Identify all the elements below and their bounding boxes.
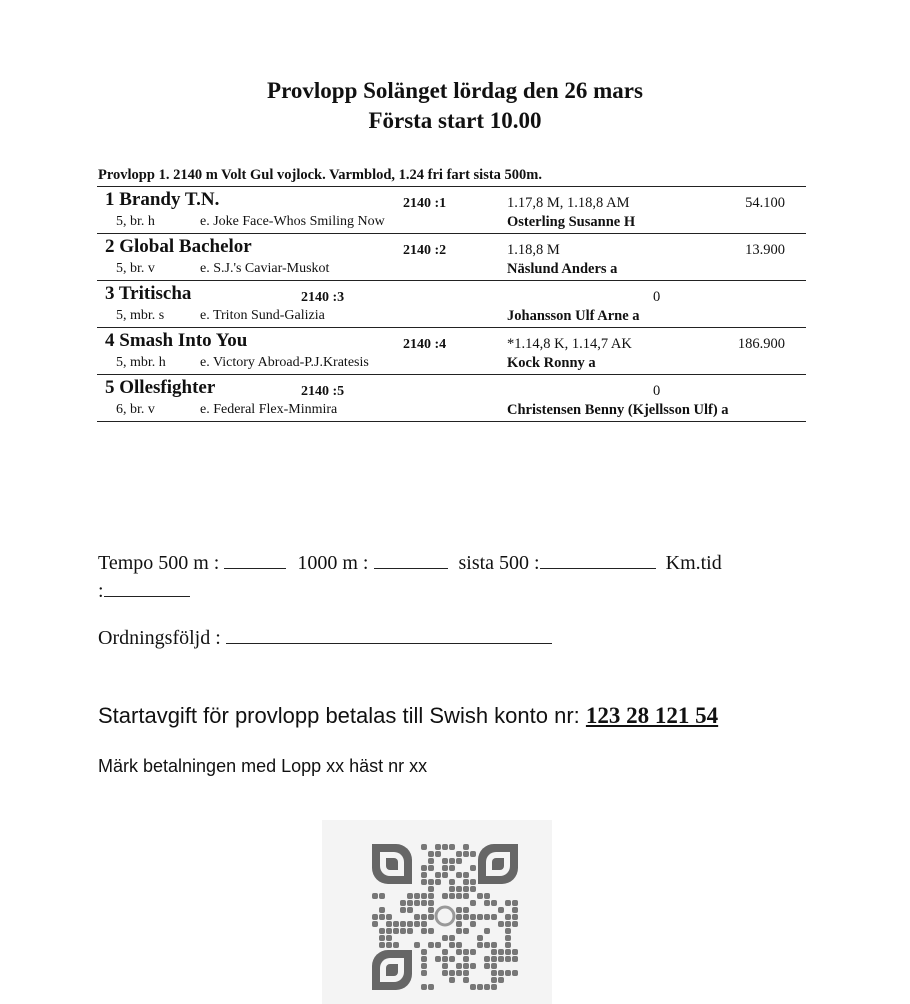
earnings: 0: [653, 383, 661, 399]
horse-info: 5, br. h: [116, 214, 155, 229]
pedigree: e. Triton Sund-Galizia: [200, 308, 325, 323]
swish-qr-code-icon: [322, 820, 552, 1004]
pedigree: e. Joke Face-Whos Smiling Now: [200, 214, 385, 229]
kmtid-label: Km.tid: [665, 552, 722, 574]
horse-info: 5, mbr. h: [116, 355, 166, 370]
post-position: 2140 :3: [301, 290, 345, 305]
pedigree: e. Federal Flex-Minmira: [200, 402, 338, 417]
race-heading: Provlopp 1. 2140 m Volt Gul vojlock. Varmblod, 1.24 fri fart sista 500m.: [98, 167, 543, 183]
entry-row: [97, 186, 806, 233]
kmtid-field[interactable]: [104, 582, 190, 597]
entry-list: [97, 186, 806, 422]
earnings: 13.900: [745, 242, 785, 258]
entry-row: [97, 374, 806, 422]
earnings: 54.100: [745, 195, 785, 211]
horse-info: 6, br. v: [116, 402, 155, 417]
order-label: Ordningsföljd :: [98, 627, 221, 649]
record: 1.17,8 M, 1.18,8 AM: [507, 195, 630, 211]
horse-name: 4 Smash Into You: [105, 330, 248, 351]
payment-mark-note: Märk betalningen med Lopp xx häst nr xx: [98, 756, 428, 776]
order-line: [98, 627, 552, 650]
earnings: 186.900: [737, 336, 785, 352]
last500-field[interactable]: [540, 554, 656, 569]
horse-name: 1 Brandy T.N.: [105, 189, 220, 210]
horse-name: 3 Tritischa: [105, 283, 192, 304]
entry-row: [97, 327, 806, 374]
swish-account-number: 123 28 121 54: [585, 703, 719, 728]
payment-line: [98, 703, 718, 729]
kmtid-line: [98, 580, 190, 603]
driver: Kock Ronny a: [507, 355, 596, 371]
driver: Johansson Ulf Arne a: [507, 308, 640, 324]
tempo-label: Tempo 500 m :: [98, 552, 220, 574]
payment-text: Startavgift för provlopp betalas till Swish konto nr:: [98, 703, 586, 728]
horse-info: 5, br. v: [116, 261, 155, 276]
m1000-label: 1000 m :: [297, 552, 369, 574]
kmtid-colon: :: [98, 580, 104, 602]
post-position: 2140 :5: [301, 384, 345, 399]
pedigree: e. Victory Abroad-P.J.Kratesis: [200, 355, 369, 370]
tempo-500-field[interactable]: [224, 554, 286, 569]
last500-label: sista 500 :: [458, 552, 540, 574]
pedigree: e. S.J.'s Caviar-Muskot: [200, 261, 330, 276]
tempo-1000-field[interactable]: [374, 554, 448, 569]
driver: Osterling Susanne H: [507, 214, 636, 230]
horse-name: 2 Global Bachelor: [105, 236, 252, 257]
earnings: 0: [653, 289, 661, 305]
entry-row: [97, 233, 806, 280]
post-position: 2140 :2: [403, 243, 447, 258]
record: 1.18,8 M: [507, 242, 560, 258]
horse-name: 5 Ollesfighter: [105, 377, 216, 398]
post-position: 2140 :1: [403, 196, 447, 211]
horse-info: 5, mbr. s: [116, 308, 165, 323]
post-position: 2140 :4: [403, 337, 447, 352]
driver: Näslund Anders a: [507, 261, 618, 277]
record: *1.14,8 K, 1.14,7 AK: [507, 336, 632, 352]
tempo-line: [98, 552, 722, 575]
driver: Christensen Benny (Kjellsson Ulf) a: [507, 402, 729, 418]
page-subtitle: Första start 10.00: [368, 108, 542, 133]
order-field[interactable]: [226, 629, 552, 644]
entry-row: [97, 280, 806, 327]
page-title: Provlopp Solänget lördag den 26 mars: [267, 78, 643, 103]
